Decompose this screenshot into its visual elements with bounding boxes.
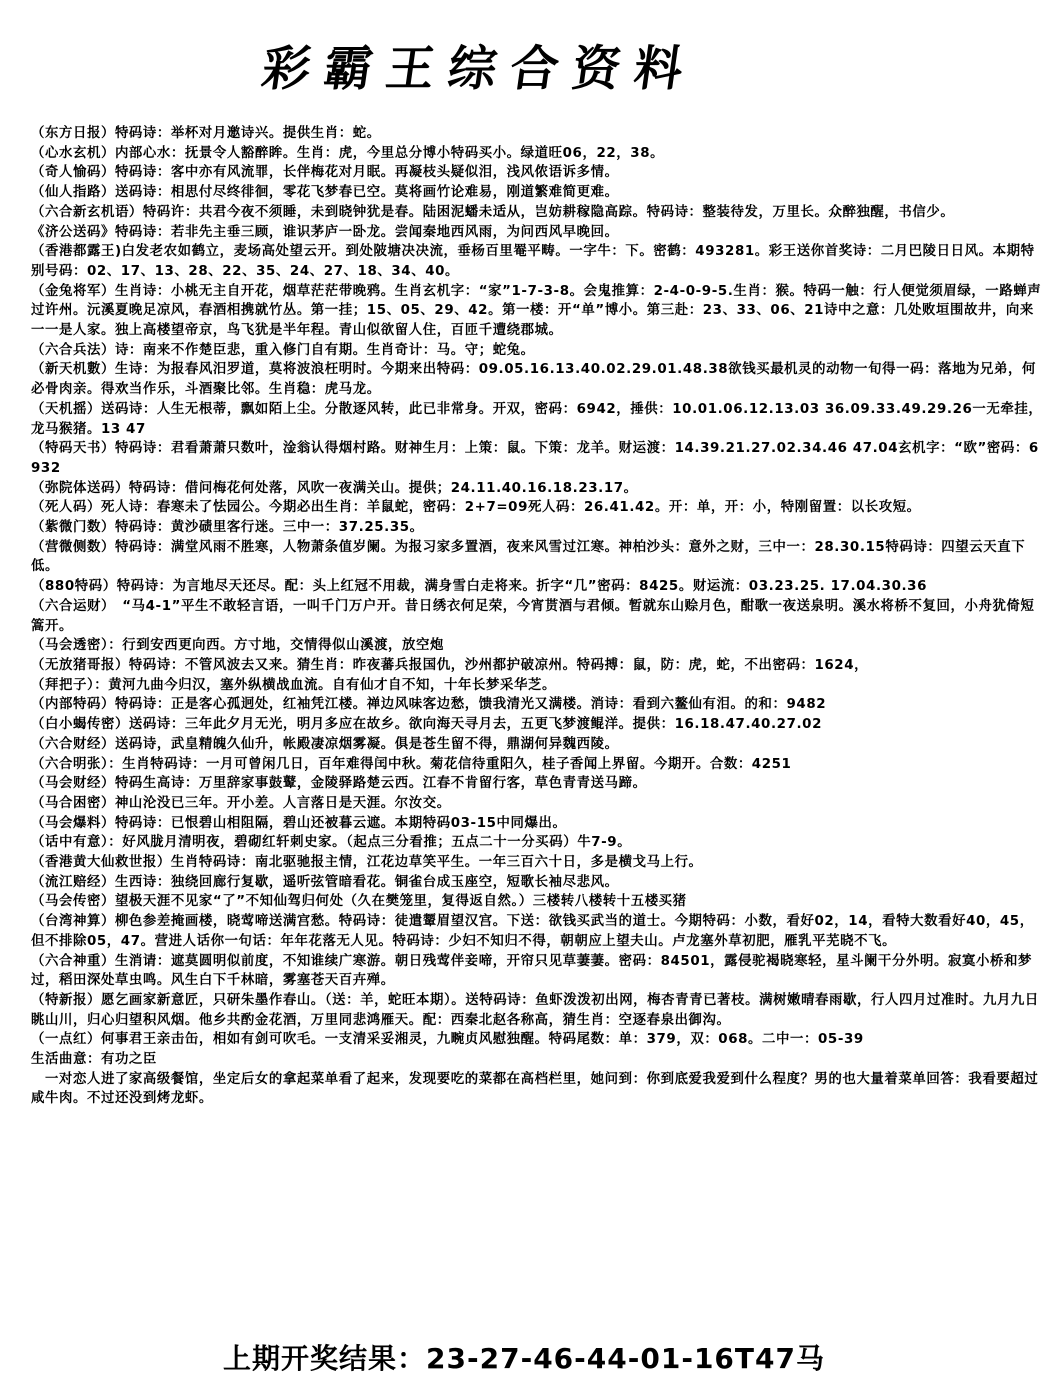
paragraph-liujiang-peijing: （流江赔经）生西诗：独绕回廊行复歇，遥听弦管暗看花。铜雀台成玉座空，短歌长袖尽悲风。 bbox=[31, 874, 619, 890]
paragraph-wufang-zhuge-bao: （无放猪哥报）特码诗：不管风波去又来。猜生肖：昨夜蕃兵报国仇，沙州都护破凉州。特码搏：鼠，防：虎，蛇，不出密码：1624， bbox=[31, 657, 869, 673]
paragraph-jintu-jiangjun: （金兔将军）生肖诗：小桃无主自开花，烟草茫茫带晚鸦。生肖玄机字：“家”1-7-3-8。会鬼推算：2-4-0-9-5.生肖：猴。特码一触：行人便觉须眉绿，一路蝉声过许州。沅溪夏晚足凉风，春酒相携就竹丛。第一挂；15、05、29、42。第一楼：开“单”博小。第三赴：23、33、06、21诗中之意：几处败垣围故井，向来一一是人家。独上高楼望帝京，鸟飞犹是半年程。青山似欲留人住，百匝千遭绕郡城。 bbox=[31, 283, 1042, 339]
paragraph-siren-ma: （死人码）死人诗：春寒未了怯园公。今期必出生肖：羊鼠蛇，密码：2+7=09死人码：26.41.42。开：单，开：小，特刚留置：以长攻短。 bbox=[31, 500, 921, 516]
paragraph-liuhe-caijing: （六合财经）送码诗，武皇精魄久仙升，帐殿凄凉烟雾凝。俱是苍生留不得，鼎湖何异魏西陵。 bbox=[31, 736, 619, 752]
paragraph-neibu-tema: （内部特码）特码诗：正是客心孤迥处，红袖凭江楼。禅边风味客边愁，馈我清光又满楼。消诗：看到六鳌仙有泪。的和：9482 bbox=[31, 697, 827, 713]
paragraph-joke-story: 一对恋人进了家高级餐馆，坐定后女的拿起菜单看了起来，发现要吃的菜都在高档栏里，她问到：你到底爱我爱到什么程度？男的也大量着菜单回答：我看要超过咸牛肉。不过还没到烤龙虾。 bbox=[31, 1071, 1039, 1107]
paragraph-mahui-baoliao: （马会爆料）特码诗：已恨碧山相阻隔，碧山还被暮云遮。本期特码03-15中同爆出。 bbox=[31, 815, 567, 831]
paragraph-xianren-zhilu: （仙人指路）送码诗：相思付尽终徘徊，零花飞梦春已空。莫将画竹论难易，刚道繁难简更难。 bbox=[31, 185, 619, 201]
paragraph-tema-tianshu: （特码天书）特码诗：君看萧萧只数叶，淦翁认得烟村路。财神生月：上策：鼠。下策：龙羊。财运渡：14.39.21.27.02.34.46 47.04玄机字：“欧”密码：6932 bbox=[31, 441, 1039, 476]
paragraph-texinbao: （特新报）愿乞画家新意匠，只研朱墨作春山。（送：羊，蛇旺本期）。送特码诗：鱼虾泼泼初出网，梅杏青青已著枝。满树嫩晴春雨歇，行人四月过准时。九月九日眺山川，归心归望积风烟。他乡共酌金花酒，万里同悲鸿雁天。配：西秦北赵各称高，猜生肖：空逐春泉出御沟。 bbox=[31, 992, 1039, 1028]
paragraph-dongfang-ribao: （东方日报）特码诗：举杯对月邀诗兴。提供生肖：蛇。 bbox=[31, 126, 381, 141]
paragraph-liuhe-xin-xuanjiyu: （六合新玄机语）特码许：共君今夜不须睡，未到晓钟犹是春。陆困泥蟠未适从，岂妨耕稼隐高踪。特码诗：整装待发，万里长。众醉独醒，书信少。 bbox=[31, 204, 955, 220]
paragraph-mahui-chuanmi: （马会传密）望极天涯不见家“了”不知仙驾归何处（久在樊笼里，复得返自然。）三楼转八楼转十五楼买猪 bbox=[31, 894, 687, 910]
paragraph-jigong-songma: 《济公送码》特码诗：若非先主垂三顾，谁识茅庐一卧龙。尝闻秦地西风雨，为问西风早晚回。 bbox=[31, 224, 619, 240]
main-content bbox=[31, 124, 1043, 1109]
paragraph-taiwan-shensuan: （台湾神算）柳色参差掩画楼，晓莺啼送满宫愁。特码诗：徒遣颦眉望汉宫。下送：欲钱买武当的道士。今期特码：小数，看好02，14，看特大数看好40，45，但不排除05，47。营进人话你一句话：年年花落无人见。特码诗：少妇不知归不得，朝朝应上望夫山。卢龙塞外草初肥，雁乳平芜晓不飞。 bbox=[31, 914, 1034, 949]
paragraph-mahui-caijing: （马会财经）特码生高诗：万里辞家事鼓鼙，金陵驿路楚云西。江春不肯留行客，草色青青送马蹄。 bbox=[31, 776, 647, 792]
paragraph-shenghuo-quyi: 生活曲意：有功之臣 bbox=[31, 1052, 157, 1068]
page-title: 彩霸王综合资料 bbox=[258, 41, 701, 97]
paragraph-baixiaoxie-chuanmi: （白小蝎传密）送码诗：三年此夕月无光，明月多应在故乡。欲向海天寻月去，五更飞梦渡鲲洋。提供：16.18.47.40.27.02 bbox=[31, 717, 823, 733]
paragraph-xin-tianji-shu: （新天机數）生诗：为报春风汨罗道，莫将波浪枉明时。今期来出特码：09.05.16.13.40.02.29.01.48.38欲钱买最机灵的动物一旬得一码：落地为兄弟，何必骨肉亲。得欢当作乐，斗酒聚比邻。生肖稳：虎马龙。 bbox=[31, 362, 1037, 398]
paragraph-baibazi: （拜把子）：黄河九曲今归汉，塞外纵横战血流。自有仙才自不知，十年长梦采华芝。 bbox=[31, 677, 556, 693]
paragraph-qiren-yuma: （奇人愉码）特码诗：客中亦有风流罪，长伴梅花对月眠。再凝枝头疑似泪，浅风侬语诉多情。 bbox=[31, 165, 619, 181]
paragraph-liuhe-yuncai: （六合运财） “马4-1”平生不敢轻言语，一叫千门万户开。昔日绣衣何足荣，今宵贳酒与君倾。暂就东山赊月色，酣歌一夜送泉明。溪水将桥不复回，小舟犹倚短篙开。 bbox=[31, 598, 1035, 634]
paragraph-xinshui-xuanji: （心水玄机）内部心水：抚景令人豁醉眸。生肖：虎，今里总分博小特码买小。绿道旺06，22，38。 bbox=[31, 145, 665, 161]
paragraph-yidianhong: （一点红）何事君王亲击缶，相如有剑可吹毛。一支清采妥湘灵，九畹贞风慰独醒。特码尾数：单：379，双：068。二中一：05-39 bbox=[31, 1032, 864, 1048]
paragraph-tianji-yao: （天机摇）送码诗：人生无根蒂，飘如陌上尘。分散逐风转，此已非常身。开双，密码：6942，捶供：10.01.06.12.13.03 36.09.33.49.29.26一无牵挂，龙马猴猪。13 47 bbox=[31, 401, 1043, 437]
paragraph-huazhong-youyi: （话中有意）：好风胧月清明夜，碧砌红轩刺史家。（起点三分看推；五点二十一分买码）牛7-9。 bbox=[31, 835, 632, 851]
paragraph-liuhe-bingfa: （六合兵法）诗：南来不作楚臣悲，重入修门自有期。生肖奇计：马。守；蛇兔。 bbox=[31, 342, 535, 358]
paragraph-huang-daxian-jiushibao: （香港黄大仙救世报）生肖特码诗：南北驱驰报主情，江花边草笑平生。一年三百六十日，多是横戈马上行。 bbox=[31, 855, 703, 871]
last-draw-result: 上期开奖结果：23-27-46-44-01-16T47马 bbox=[223, 1342, 825, 1375]
paragraph-ziwei-menshu: （紫微门数）特码诗：黄沙碛里客行迷。三中一：37.25.35。 bbox=[31, 520, 424, 536]
paragraph-880-tema: （880特码）特码诗：为言地尽天还尽。配：头上红冠不用裁，满身雪白走将来。折字“几”密码：8425。财运流：03.23.25. 17.04.30.36 bbox=[31, 579, 928, 595]
paragraph-liuhe-shenzhong: （六合神重）生消请：遮莫圆明似前度，不知谁续广寒游。朝日残莺伴妾啼，开帘只见草萋萋。密码：84501，露侵驼褐晓寒轻，星斗阑干分外明。寂寞小桥和梦过，稻田深处草虫鸣。风生白下千林暗，雾塞苍天百卉殚。 bbox=[31, 953, 1032, 989]
paragraph-mahe-kunmi: （马合困密）神山沦没已三年。开小差。人言落日是天涯。尔汝交。 bbox=[31, 795, 451, 811]
paragraph-mahui-toumi: （马会透密）：行到安西更向西。方寸地，交情得似山溪渡，放空炮 bbox=[31, 638, 445, 654]
paragraph-miyuanti-songma: （弥院体送码）特码诗：借问梅花何处落，风吹一夜满关山。提供；24.11.40.16.18.23.17。 bbox=[31, 480, 638, 496]
paragraph-xianggang-doulu-wang: （香港都露王)白发老农如鹤立，麦场高处望云开。到处陂塘决决流，垂杨百里罨平畴。一字牛：下。密鹤：493281。彩王送你首奖诗：二月巴陵日日风。本期特别号码：02、17、13、28、22、35、24、27、18、34、40。 bbox=[31, 244, 1035, 279]
paragraph-liuhe-mingzhang: （六合明张）：生肖特码诗：一月可曾闲几日，百年难得闰中秋。菊花信待重阳久，桂子香闻上界留。今期开。合数：4251 bbox=[31, 756, 792, 772]
paragraph-yingwei-ceshu: （营微侧数）特码诗：满堂风雨不胜寒，人物萧条值岁阑。为报习家多置酒，夜来风雪过江寒。神柏沙头：意外之财，三中一：28.30.15特码诗：四望云天直下低。 bbox=[31, 539, 1026, 575]
